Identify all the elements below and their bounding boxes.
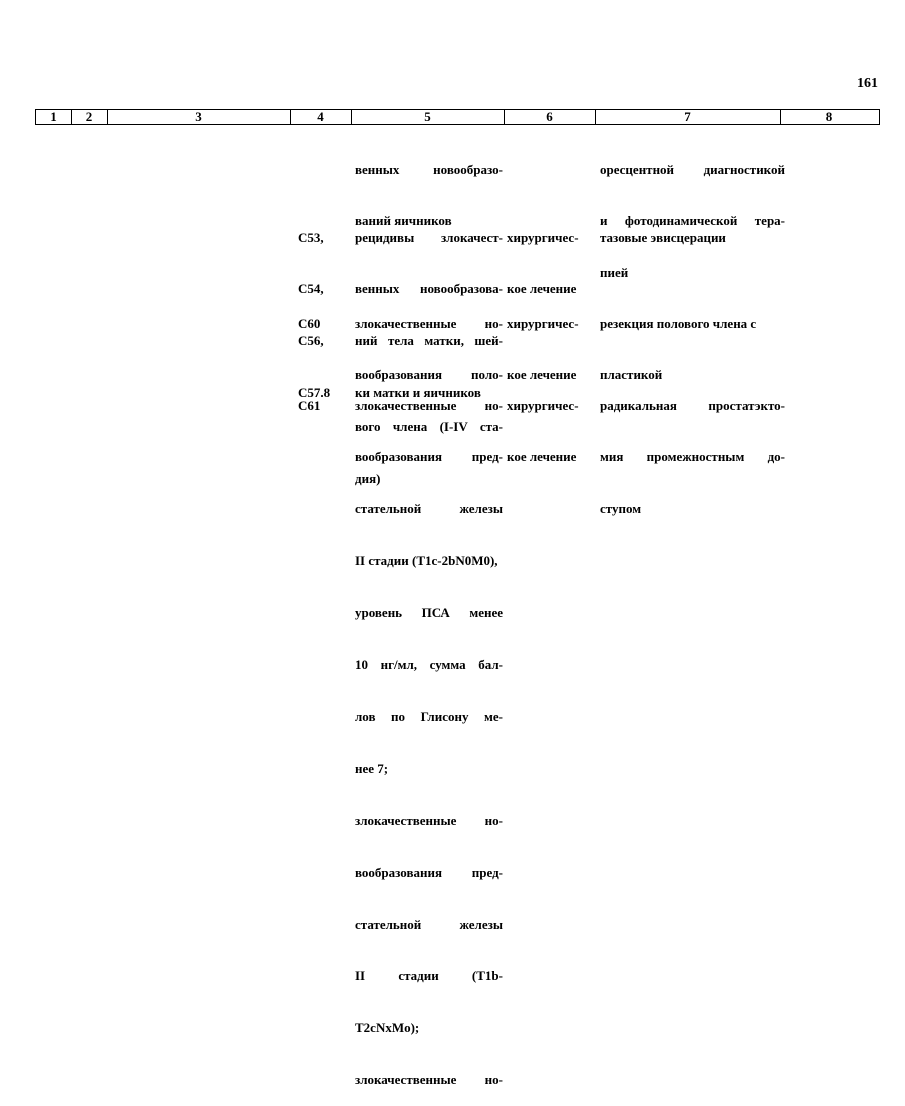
description-line: злокачественные но-: [355, 315, 503, 331]
treatment-cell: [507, 362, 597, 483]
treatment-line: хирургичес-: [507, 229, 579, 245]
description-line: ваний яичников: [355, 213, 452, 229]
description-line: нее 7;: [355, 760, 389, 776]
description-line: венных новообразо-: [355, 161, 503, 177]
description-line: ний тела матки, шей-: [355, 333, 503, 349]
code-cell: [298, 280, 350, 349]
method-cell: [600, 362, 785, 535]
description-line: 10 нг/мл, сумма бал-: [355, 657, 503, 673]
header-cell-4: 4: [317, 109, 324, 124]
header-cell-2: 2: [85, 109, 93, 124]
method-line: пластикой: [600, 367, 663, 383]
description-line: злокачественные но-: [355, 812, 503, 828]
treatment-line: кое лечение: [507, 367, 577, 383]
method-line: радикальная простатэкто-: [600, 397, 785, 413]
header-cell-8: 8: [825, 109, 833, 124]
treatment-line: хирургичес-: [507, 397, 579, 413]
description-line: вообразования пред-: [355, 449, 503, 465]
method-line: мия промежностным до-: [600, 449, 785, 465]
header-cell-1: 1: [50, 109, 57, 124]
method-line: и фотодинамической тера-: [600, 213, 785, 229]
description-line: дия): [355, 471, 381, 487]
treatment-line: хирургичес-: [507, 315, 579, 331]
header-cell-3: 3: [195, 109, 202, 124]
page-number: 161: [857, 76, 878, 91]
description-line: уровень ПСА менее: [355, 605, 503, 621]
header-cell-5: 5: [424, 109, 431, 124]
treatment-line: кое лечение: [507, 281, 577, 297]
code-line: C60: [298, 315, 321, 331]
code-line: C61: [298, 397, 321, 413]
method-line: ступом: [600, 501, 642, 517]
header-cell-6: 6: [546, 109, 553, 124]
code-line: C56,: [298, 333, 324, 349]
method-line: оресцентной диагностикой: [600, 161, 785, 177]
code-line: C54,: [298, 281, 324, 297]
description-line: II стадии (T1c-2bN0M0),: [355, 553, 498, 569]
description-line: T2cNxMo);: [355, 1020, 420, 1036]
method-line: пией: [600, 265, 629, 281]
method-cell: [600, 194, 785, 263]
description-line: вого члена (I-IV ста-: [355, 419, 503, 435]
table-header-row: [35, 109, 880, 125]
description-line: венных новообразова-: [355, 281, 503, 297]
code-line: C53,: [298, 229, 324, 245]
code-cell: [298, 362, 350, 431]
treatment-line: кое лечение: [507, 449, 577, 465]
header-cell-7: 7: [684, 109, 691, 124]
description-line: ки матки и яичников: [355, 385, 481, 401]
description-line: вообразования поло-: [355, 367, 503, 383]
description-line: злокачественные но-: [355, 397, 503, 413]
description-line: злокачественные но-: [355, 1072, 503, 1088]
description-line: стательной железы: [355, 916, 503, 932]
description-line: стательной железы: [355, 501, 503, 517]
method-line: тазовые эвисцерации: [600, 229, 726, 245]
description-line: вообразования пред-: [355, 864, 503, 880]
description-line: лов по Глисону ме-: [355, 708, 503, 724]
description-line: рецидивы злокачест-: [355, 229, 503, 245]
method-line: резекция полового члена с: [600, 315, 757, 331]
description-cell: [355, 362, 503, 1106]
code-line: C57.8: [298, 385, 331, 401]
description-line: II стадии (T1b-: [355, 968, 503, 984]
